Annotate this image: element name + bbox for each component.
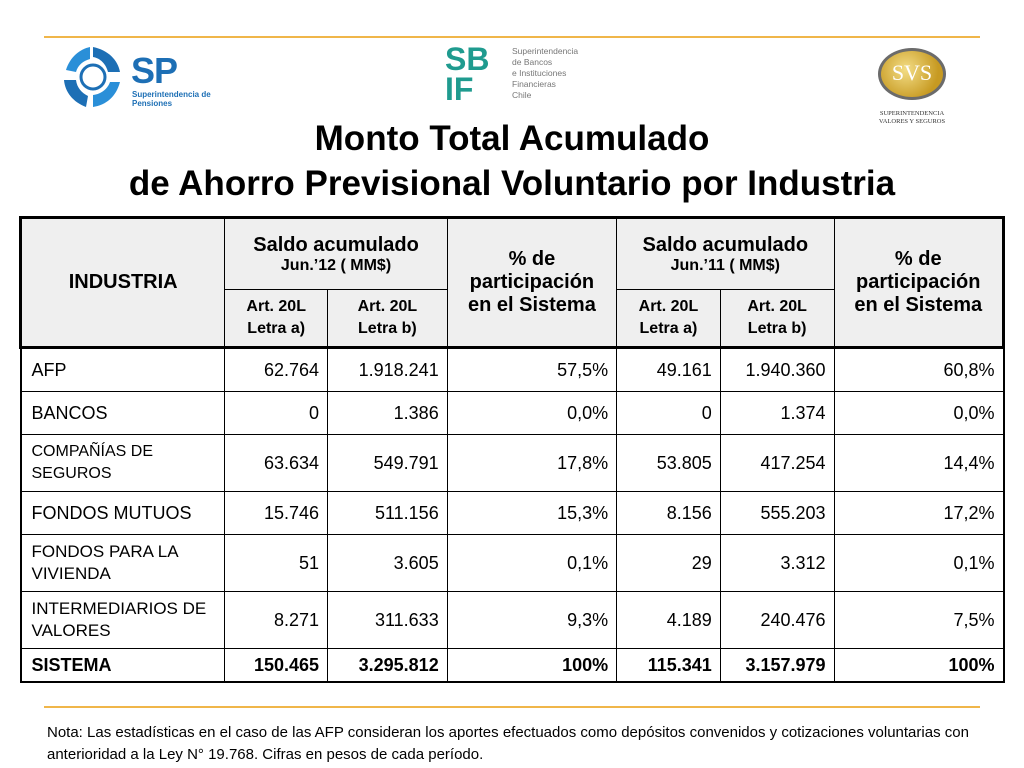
cell-p12: 9,3% bbox=[447, 592, 616, 649]
row-industry: AFP bbox=[21, 348, 225, 392]
header-saldo-2012: Saldo acumulado Jun.’12 ( MM$) bbox=[225, 218, 447, 290]
header-pct-2012: % de participación en el Sistema bbox=[447, 218, 616, 348]
cell-b12: 1.386 bbox=[328, 392, 448, 435]
sp-logo bbox=[58, 42, 218, 112]
sp-caption: Superintendencia de Pensiones bbox=[132, 90, 211, 108]
row-industry: COMPAÑÍAS DE SEGUROS bbox=[21, 435, 225, 492]
bottom-rule bbox=[44, 706, 980, 708]
cell-p12: 100% bbox=[447, 649, 616, 683]
title-line-2: de Ahorro Previsional Voluntario por Industria bbox=[128, 164, 896, 203]
cell-a11: 4.189 bbox=[617, 592, 721, 649]
cell-b11: 555.203 bbox=[720, 492, 834, 535]
table-total-row bbox=[21, 649, 1004, 683]
header-pct-2011: % de participación en el Sistema bbox=[834, 218, 1003, 348]
table-body bbox=[21, 348, 1004, 683]
cell-b12: 3.605 bbox=[328, 535, 448, 592]
cell-b12: 311.633 bbox=[328, 592, 448, 649]
row-industry: SISTEMA bbox=[21, 649, 225, 683]
sp-mark: SP bbox=[131, 50, 178, 91]
cell-b12: 549.791 bbox=[328, 435, 448, 492]
cell-a11: 29 bbox=[617, 535, 721, 592]
cell-p11: 7,5% bbox=[834, 592, 1003, 649]
cell-p11: 60,8% bbox=[834, 348, 1003, 392]
cell-b11: 417.254 bbox=[720, 435, 834, 492]
footnote: Nota: Las estadísticas en el caso de las AFP consideran los aportes efectuados como depósitos convenidos y cotizaciones voluntarias con anterioridad a la Ley N° 19.768. Cifras en pesos de cada período. bbox=[47, 724, 969, 763]
industry-table bbox=[19, 216, 1005, 683]
cell-a12: 51 bbox=[225, 535, 328, 592]
header-saldo-2011: Saldo acumulado Jun.’11 ( MM$) bbox=[617, 218, 834, 290]
top-rule bbox=[44, 36, 980, 38]
sbif-caption: Superintendencia de Bancos e Instituciones Financieras Chile bbox=[512, 46, 579, 100]
svs-mark: SVS bbox=[891, 60, 933, 85]
sbif-logo bbox=[445, 41, 585, 118]
cell-p12: 15,3% bbox=[447, 492, 616, 535]
cell-b11: 1.940.360 bbox=[720, 348, 834, 392]
cell-b11: 3.157.979 bbox=[720, 649, 834, 683]
cell-p11: 100% bbox=[834, 649, 1003, 683]
cell-a12: 15.746 bbox=[225, 492, 328, 535]
cell-a12: 8.271 bbox=[225, 592, 328, 649]
header-industria: INDUSTRIA bbox=[21, 218, 225, 348]
svs-caption: SUPERINTENDENCIA VALORES Y SEGUROS bbox=[878, 110, 946, 125]
row-industry: BANCOS bbox=[21, 392, 225, 435]
cell-b11: 1.374 bbox=[720, 392, 834, 435]
cell-b12: 3.295.812 bbox=[328, 649, 448, 683]
cell-a11: 0 bbox=[617, 392, 721, 435]
table-row bbox=[21, 348, 1004, 392]
header-art-b-2011: Art. 20L Letra b) bbox=[720, 290, 834, 348]
cell-a12: 0 bbox=[225, 392, 328, 435]
table-row bbox=[21, 535, 1004, 592]
cell-b11: 240.476 bbox=[720, 592, 834, 649]
header-art-a-2011: Art. 20L Letra a) bbox=[617, 290, 721, 348]
sp-hands-icon bbox=[58, 42, 128, 112]
table-header bbox=[21, 218, 1004, 348]
cell-a12: 150.465 bbox=[225, 649, 328, 683]
cell-b11: 3.312 bbox=[720, 535, 834, 592]
table-row bbox=[21, 392, 1004, 435]
table-row bbox=[21, 492, 1004, 535]
cell-p12: 0,1% bbox=[447, 535, 616, 592]
table-row bbox=[21, 592, 1004, 649]
row-industry: FONDOS PARA LA VIVIENDA bbox=[21, 535, 225, 592]
header-art-a-2012: Art. 20L Letra a) bbox=[225, 290, 328, 348]
cell-b12: 1.918.241 bbox=[328, 348, 448, 392]
cell-a12: 63.634 bbox=[225, 435, 328, 492]
cell-p11: 14,4% bbox=[834, 435, 1003, 492]
cell-p12: 57,5% bbox=[447, 348, 616, 392]
header-art-b-2012: Art. 20L Letra b) bbox=[328, 290, 448, 348]
cell-a12: 62.764 bbox=[225, 348, 328, 392]
cell-p12: 17,8% bbox=[447, 435, 616, 492]
cell-b12: 511.156 bbox=[328, 492, 448, 535]
row-industry: INTERMEDIARIOS DE VALORES bbox=[21, 592, 225, 649]
title-line-1: Monto Total Acumulado bbox=[314, 119, 710, 158]
cell-a11: 49.161 bbox=[617, 348, 721, 392]
sbif-mark: SBIF bbox=[445, 41, 490, 107]
cell-p11: 0,0% bbox=[834, 392, 1003, 435]
page-title bbox=[0, 116, 1024, 206]
cell-p11: 17,2% bbox=[834, 492, 1003, 535]
cell-a11: 8.156 bbox=[617, 492, 721, 535]
cell-a11: 115.341 bbox=[617, 649, 721, 683]
cell-p12: 0,0% bbox=[447, 392, 616, 435]
row-industry: FONDOS MUTUOS bbox=[21, 492, 225, 535]
cell-p11: 0,1% bbox=[834, 535, 1003, 592]
cell-a11: 53.805 bbox=[617, 435, 721, 492]
table-row bbox=[21, 435, 1004, 492]
